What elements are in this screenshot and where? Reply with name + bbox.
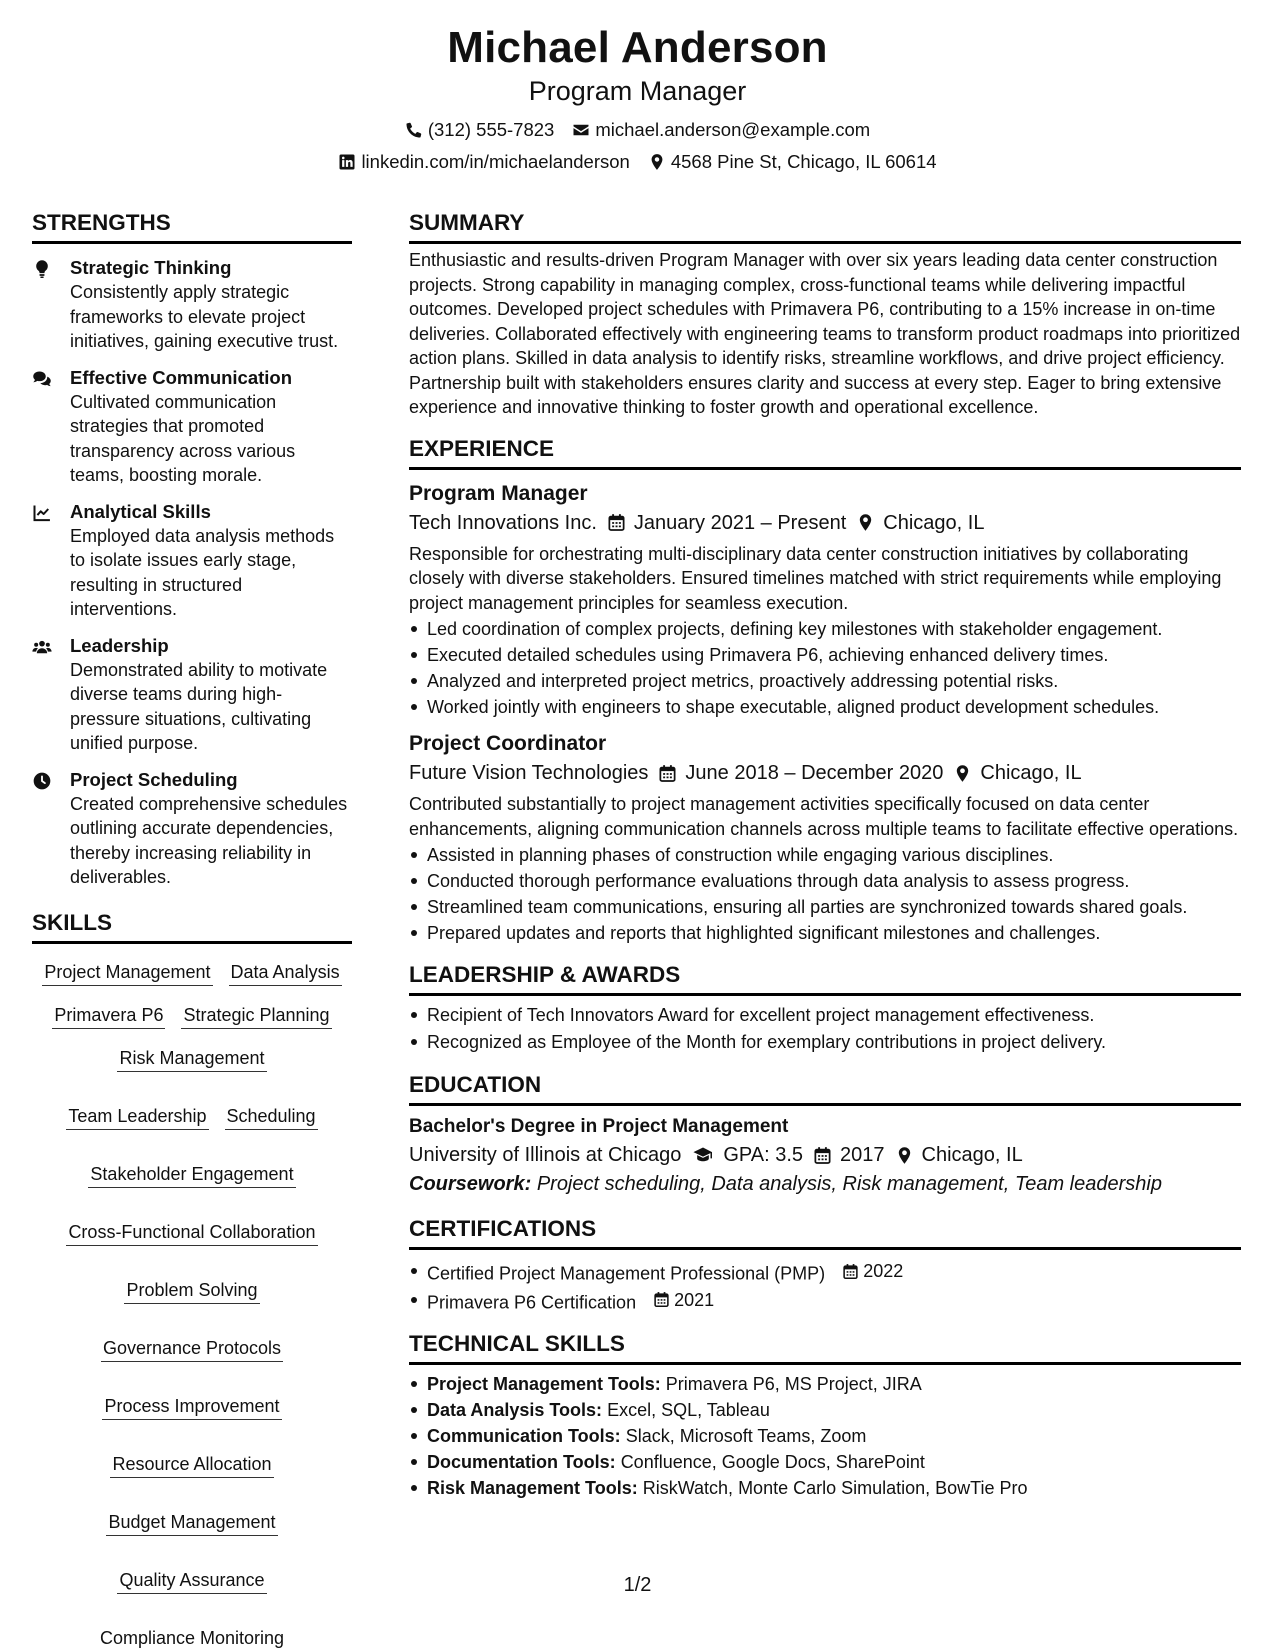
skill-tag: Risk Management	[117, 1044, 266, 1072]
skills-list	[32, 958, 352, 1650]
technical-skill-item	[409, 1449, 1241, 1475]
experience-heading: EXPERIENCE	[409, 434, 1241, 470]
job-entry	[409, 480, 1241, 721]
strengths-heading: STRENGTHS	[32, 208, 352, 244]
education-gpa	[691, 1140, 803, 1170]
skill-tag: Stakeholder Engagement	[88, 1160, 295, 1188]
address-contact	[648, 150, 937, 174]
phone-number: (312) 555-7823	[427, 119, 555, 140]
job-bullet: Assisted in planning phases of construction while engaging various disciplines.	[409, 842, 1241, 868]
calendar-icon	[842, 1263, 859, 1280]
technical-skill-item	[409, 1371, 1241, 1397]
skill-tag: Data Analysis	[229, 958, 342, 986]
map-pin-icon	[953, 764, 972, 783]
coursework-text: Project scheduling, Data analysis, Risk management, Team leadership	[536, 1173, 1162, 1195]
skill-tag: Budget Management	[106, 1508, 277, 1536]
strength-title: Leadership	[70, 634, 169, 656]
technical-skill-item	[409, 1397, 1241, 1423]
awards-list	[409, 1002, 1241, 1056]
certification-name: Certified Project Management Professional (PMP)	[427, 1263, 826, 1284]
job-bullet: Streamlined team communications, ensuring all parties are synchronized towards shared goals.	[409, 894, 1241, 920]
email-contact[interactable]	[572, 118, 870, 142]
strength-description: Created comprehensive schedules outlining accurate dependencies, thereby increasing reliability in deliverables.	[70, 793, 348, 887]
map-pin-icon	[895, 1146, 914, 1165]
page-number: 1/2	[623, 1574, 652, 1596]
candidate-title: Program Manager	[528, 76, 747, 106]
skill-tag: Process Improvement	[102, 1392, 281, 1420]
strength-description: Demonstrated ability to motivate diverse teams during high-pressure situations, cultivating unified purpose.	[70, 659, 328, 753]
linkedin-icon	[338, 153, 356, 171]
graduation-cap-icon	[691, 1145, 715, 1165]
technical-skills-heading: TECHNICAL SKILLS	[409, 1329, 1241, 1365]
strength-description: Employed data analysis methods to isolate issues early stage, resulting in structured interventions.	[70, 525, 335, 619]
job-location	[856, 508, 984, 538]
technical-skill-item	[409, 1423, 1241, 1449]
job-description: Contributed substantially to project management activities specifically focused on data center enhancements, aligning communication channels across multiple teams to facilitate effective operations.	[409, 794, 1239, 839]
skill-tag: Quality Assurance	[117, 1566, 266, 1594]
technical-skill-value: Confluence, Google Docs, SharePoint	[620, 1452, 925, 1472]
candidate-name: Michael Anderson	[447, 23, 828, 72]
awards-heading: LEADERSHIP & AWARDS	[409, 960, 1241, 996]
contact-row-1	[0, 118, 1275, 142]
calendar-icon	[607, 513, 626, 532]
summary-heading: SUMMARY	[409, 208, 1241, 244]
job-dates-text: June 2018 – December 2020	[685, 762, 944, 784]
strength-description: Consistently apply strategic frameworks to elevate project initiatives, gaining executive trust.	[70, 282, 339, 351]
school-name: University of Illinois at Chicago	[409, 1144, 682, 1166]
strength-title: Analytical Skills	[70, 500, 211, 522]
skill-tag: Compliance Monitoring	[98, 1624, 286, 1650]
job-bullet: Worked jointly with engineers to shape executable, aligned product development schedules.	[409, 694, 1241, 720]
job-bullet: Prepared updates and reports that highlighted significant milestones and challenges.	[409, 920, 1241, 946]
technical-skill-item	[409, 1475, 1241, 1501]
job-description: Responsible for orchestrating multi-disciplinary data center construction initiatives by collaborating closely with diverse stakeholders. Ensured timelines matched with strict requirements while employing project management principles for seamless execution.	[409, 543, 1222, 613]
technical-skill-label: Data Analysis Tools:	[427, 1400, 603, 1420]
certification-item	[409, 1287, 1241, 1316]
skill-tag: Primavera P6	[52, 1001, 165, 1029]
skill-tag: Governance Protocols	[101, 1334, 283, 1362]
technical-skill-label: Communication Tools:	[427, 1426, 621, 1446]
calendar-icon	[813, 1146, 832, 1165]
email-address[interactable]: michael.anderson@example.com	[595, 119, 871, 140]
strength-title: Project Scheduling	[70, 768, 238, 790]
job-title: Project Coordinator	[409, 732, 607, 755]
calendar-icon	[653, 1291, 670, 1308]
education-meta	[409, 1140, 1241, 1170]
certifications-list	[409, 1258, 1241, 1315]
envelope-icon	[572, 121, 590, 139]
job-dates	[658, 758, 943, 788]
education-heading: EDUCATION	[409, 1070, 1241, 1106]
education-location	[895, 1140, 1023, 1170]
technical-skill-value: Slack, Microsoft Teams, Zoom	[625, 1426, 867, 1446]
comments-icon	[32, 369, 52, 389]
map-pin-icon	[648, 153, 666, 171]
resume-header	[0, 22, 1275, 174]
job-bullet: Conducted thorough performance evaluations through data analysis to assess progress.	[409, 868, 1241, 894]
job-bullets	[409, 842, 1241, 946]
address-text: 4568 Pine St, Chicago, IL 60614	[670, 151, 937, 172]
certification-year: 2022	[863, 1261, 904, 1281]
job-dates	[607, 508, 846, 538]
strength-title: Effective Communication	[70, 366, 293, 388]
strength-description: Cultivated communication strategies that promoted transparency across various teams, boosting morale.	[70, 391, 296, 485]
job-location-text: Chicago, IL	[883, 511, 985, 534]
technical-skill-value: Excel, SQL, Tableau	[607, 1400, 770, 1420]
skill-tag: Project Management	[42, 958, 212, 986]
technical-skill-value: Primavera P6, MS Project, JIRA	[665, 1374, 922, 1394]
skills-heading: SKILLS	[32, 908, 352, 944]
coursework	[409, 1170, 1241, 1198]
technical-skill-label: Documentation Tools:	[427, 1452, 616, 1472]
right-column	[409, 208, 1241, 1501]
job-location-text: Chicago, IL	[980, 762, 1082, 784]
certification-year: 2021	[674, 1289, 715, 1310]
job-bullet: Led coordination of complex projects, defining key milestones with stakeholder engagement.	[409, 616, 1241, 642]
job-bullet: Executed detailed schedules using Primavera P6, achieving enhanced delivery times.	[409, 642, 1241, 668]
technical-skill-label: Project Management Tools:	[427, 1374, 661, 1394]
job-title: Program Manager	[409, 481, 588, 505]
certifications-heading: CERTIFICATIONS	[409, 1214, 1241, 1250]
company-name: Tech Innovations Inc.	[409, 511, 597, 534]
certification-date	[653, 1287, 714, 1313]
strength-item	[32, 768, 352, 890]
job-meta	[409, 758, 1241, 788]
job-location	[953, 758, 1081, 788]
job-dates-text: January 2021 – Present	[633, 511, 847, 534]
skill-tag: Scheduling	[225, 1102, 318, 1130]
gpa-text: GPA: 3.5	[723, 1144, 804, 1166]
strength-item	[32, 500, 352, 622]
certification-name: Primavera P6 Certification	[427, 1292, 637, 1312]
education-year	[813, 1140, 885, 1170]
strength-title: Strategic Thinking	[70, 257, 232, 278]
certification-date	[842, 1258, 903, 1284]
job-bullet: Analyzed and interpreted project metrics, proactively addressing potential risks.	[409, 668, 1241, 694]
skill-tag: Team Leadership	[66, 1102, 208, 1130]
skill-tag: Problem Solving	[124, 1276, 259, 1304]
clock-icon	[32, 771, 52, 791]
award-item: Recognized as Employee of the Month for exemplary contributions in project delivery.	[409, 1029, 1241, 1056]
strength-item	[32, 634, 352, 756]
strength-item	[32, 256, 352, 354]
company-name: Future Vision Technologies	[409, 762, 649, 784]
job-bullets	[409, 616, 1241, 720]
contact-row-2	[0, 150, 1275, 174]
chart-line-icon	[32, 503, 52, 523]
skill-tag: Resource Allocation	[110, 1450, 273, 1478]
award-item: Recipient of Tech Innovators Award for excellent project management effectiveness.	[409, 1002, 1241, 1029]
summary-text: Enthusiastic and results-driven Program Manager with over six years leading data center construction projects. Strong capability in managing complex, cross-functional teams while delivering impactful outcomes. Developed project schedules with Primavera P6, contributing to a 15% increase in on-time deliveries. Collaborated effectively with engineering teams to transform product roadmaps into prioritized action plans. Skilled in data analysis to identify risks, streamline workflows, and drive project efficiency. Partnership built with stakeholders ensures clarity and success at every step. Eager to bring extensive experience and innovative thinking to foster growth and operational excellence.	[409, 250, 1241, 417]
technical-skill-value: RiskWatch, Monte Carlo Simulation, BowTie Pro	[642, 1478, 1028, 1498]
lightbulb-icon	[32, 259, 52, 279]
job-entry	[409, 730, 1241, 946]
phone-icon	[405, 121, 423, 139]
technical-skill-label: Risk Management Tools:	[427, 1478, 638, 1498]
linkedin-contact[interactable]	[338, 150, 629, 174]
certification-item	[409, 1258, 1241, 1287]
phone-contact	[405, 118, 555, 142]
left-column	[32, 208, 352, 1650]
technical-skills-list	[409, 1371, 1241, 1501]
skills-section	[32, 958, 352, 1650]
linkedin-url[interactable]: linkedin.com/in/michaelanderson	[361, 151, 630, 172]
job-meta	[409, 508, 1241, 538]
map-pin-icon	[856, 513, 875, 532]
location-text: Chicago, IL	[921, 1144, 1023, 1166]
year-text: 2017	[840, 1144, 885, 1166]
education-degree: Bachelor's Degree in Project Management	[409, 1116, 789, 1137]
strength-item	[32, 366, 352, 488]
users-icon	[32, 637, 52, 657]
calendar-icon	[658, 764, 677, 783]
skill-tag: Cross-Functional Collaboration	[66, 1218, 317, 1246]
coursework-label: Coursework:	[409, 1173, 532, 1195]
skill-tag: Strategic Planning	[181, 1001, 331, 1029]
